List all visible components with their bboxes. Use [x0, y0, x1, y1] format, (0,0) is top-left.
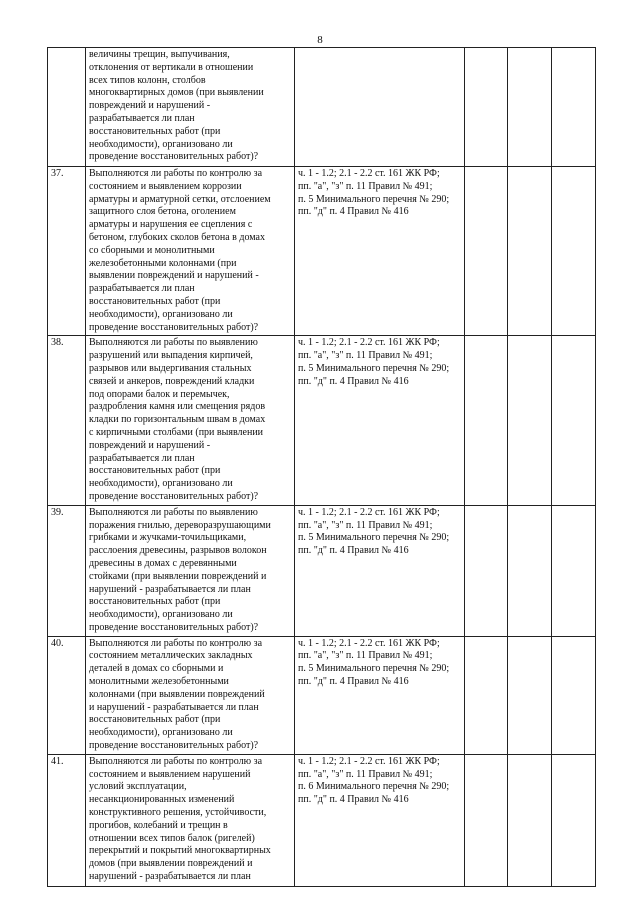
answer-cell-no[interactable] [508, 505, 552, 636]
page-number: 8 [317, 34, 323, 46]
question-text: Выполняются ли работы по выявлению поражения гнилью, дереворазрушающими грибками и жучками-точильщиками, расслоения древесины, разрывов волокон древесины в домах с деревянными стойками (при выявлении повреждений и нарушений - разрабатывается ли план восстановительных работ (при необходимости), организовано ли проведение восстановительных работ)? [86, 505, 295, 636]
row-number: 38. [48, 336, 86, 505]
answer-cell-na[interactable] [552, 505, 596, 636]
answer-cell-no[interactable] [508, 636, 552, 754]
answer-cell-no[interactable] [508, 48, 552, 167]
row-number [48, 48, 86, 167]
answer-cell-yes[interactable] [465, 754, 508, 886]
answer-cell-yes[interactable] [465, 505, 508, 636]
table-row [48, 636, 596, 754]
answer-cell-no[interactable] [508, 754, 552, 886]
answer-cell-na[interactable] [552, 754, 596, 886]
question-text: Выполняются ли работы по контролю за состоянием металлических закладных деталей в домах со сборными и монолитными железобетонными колоннами (при выявлении повреждений и нарушений - разрабатывается ли план восстановительных работ (при необходимости), организовано ли проведение восстановительных работ)? [86, 636, 295, 754]
legal-reference [295, 48, 465, 167]
answer-cell-yes[interactable] [465, 336, 508, 505]
question-text: Выполняются ли работы по контролю за состоянием и выявлением коррозии арматуры и арматурной сетки, отслоением защитного слоя бетона, оголением арматуры и нарушения ее сцепления с бетоном, глубоких сколов бетона в домах со сборными и монолитными железобетонными колоннами (при выявлении повреждений и нарушений - разрабатывается ли план восстановительных работ (при необходимости), организовано ли проведение восстановительных работ)? [86, 167, 295, 336]
table-row [48, 505, 596, 636]
table-row [48, 336, 596, 505]
answer-cell-yes[interactable] [465, 48, 508, 167]
legal-reference: ч. 1 - 1.2; 2.1 - 2.2 ст. 161 ЖК РФ; пп. "а", "з" п. 11 Правил № 491; п. 5 Минимального перечня № 290; пп. "д" п. 4 Правил № 416 [295, 167, 465, 336]
answer-cell-na[interactable] [552, 167, 596, 336]
answer-cell-na[interactable] [552, 336, 596, 505]
answer-cell-na[interactable] [552, 636, 596, 754]
row-number: 41. [48, 754, 86, 886]
answer-cell-no[interactable] [508, 336, 552, 505]
legal-reference: ч. 1 - 1.2; 2.1 - 2.2 ст. 161 ЖК РФ; пп. "а", "з" п. 11 Правил № 491; п. 6 Минимального перечня № 290; пп. "д" п. 4 Правил № 416 [295, 754, 465, 886]
table-row [48, 754, 596, 886]
checklist-table [47, 47, 596, 887]
table-row [48, 167, 596, 336]
table-row [48, 48, 596, 167]
legal-reference: ч. 1 - 1.2; 2.1 - 2.2 ст. 161 ЖК РФ; пп. "а", "з" п. 11 Правил № 491; п. 5 Минимального перечня № 290; пп. "д" п. 4 Правил № 416 [295, 336, 465, 505]
question-text: Выполняются ли работы по контролю за состоянием и выявлением нарушений условий эксплуатации, несанкционированных изменений конструктивного решения, устойчивости, прогибов, колебаний и трещин в отношении всех типов балок (ригелей) перекрытий и покрытий многоквартирных домов (при выявлении повреждений и нарушений - разрабатывается ли план [86, 754, 295, 886]
answer-cell-yes[interactable] [465, 167, 508, 336]
question-text: величины трещин, выпучивания, отклонения от вертикали в отношении всех типов колонн, столбов многоквартирных домов (при выявлении повреждений и нарушений - разрабатывается ли план восстановительных работ (при необходимости), организовано ли проведение восстановительных работ)? [86, 48, 295, 167]
answer-cell-yes[interactable] [465, 636, 508, 754]
row-number: 39. [48, 505, 86, 636]
legal-reference: ч. 1 - 1.2; 2.1 - 2.2 ст. 161 ЖК РФ; пп. "а", "з" п. 11 Правил № 491; п. 5 Минимального перечня № 290; пп. "д" п. 4 Правил № 416 [295, 505, 465, 636]
legal-reference: ч. 1 - 1.2; 2.1 - 2.2 ст. 161 ЖК РФ; пп. "а", "з" п. 11 Правил № 491; п. 5 Минимального перечня № 290; пп. "д" п. 4 Правил № 416 [295, 636, 465, 754]
answer-cell-no[interactable] [508, 167, 552, 336]
row-number: 37. [48, 167, 86, 336]
row-number: 40. [48, 636, 86, 754]
question-text: Выполняются ли работы по выявлению разрушений или выпадения кирпичей, разрывов или выдергивания стальных связей и анкеров, повреждений кладки под опорами балок и перемычек, раздробления камня или смещения рядов кладки по горизонтальным швам в домах с кирпичными столбами (при выявлении повреждений и нарушений - разрабатывается ли план восстановительных работ (при необходимости), организовано ли проведение восстановительных работ)? [86, 336, 295, 505]
answer-cell-na[interactable] [552, 48, 596, 167]
